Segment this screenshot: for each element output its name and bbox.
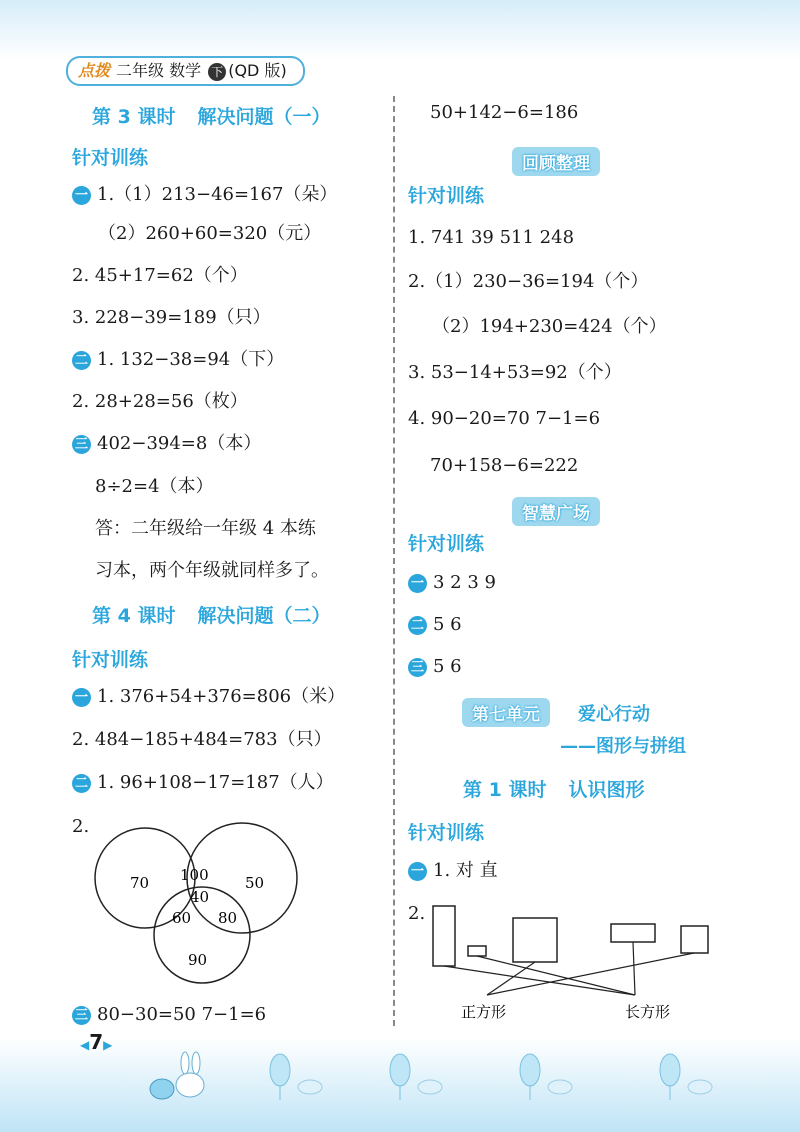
venn-only-a: 70 <box>130 874 150 892</box>
tree-icon <box>520 1054 572 1100</box>
circle-one-icon: 一 <box>72 688 91 707</box>
review-2-a: 2.（1）230−36=194（个） <box>408 271 649 292</box>
tree-icon <box>660 1054 712 1100</box>
triangle-right-icon: ▶ <box>103 1038 113 1052</box>
venn-only-c: 90 <box>188 951 208 969</box>
wisdom-3: 三 5 6 <box>408 656 462 678</box>
venn-only-b: 50 <box>245 874 265 892</box>
page-number: ◀7▶ <box>80 1030 113 1054</box>
circle-two-icon: 二 <box>408 616 427 635</box>
lesson-4-title: 第 4 课时 <box>92 605 176 627</box>
answer-l4-1-1: 一 1. 376+54+376=806（米） <box>72 686 345 708</box>
logo: 点拨 <box>78 61 111 80</box>
circle-one-icon: 一 <box>408 862 427 881</box>
venn-ab: 100 <box>180 866 209 884</box>
shape-matching-diagram <box>425 900 725 1025</box>
circle-three-icon: 三 <box>72 1006 91 1025</box>
lesson-3-heading <box>92 102 330 129</box>
wisdom-banner: 智慧广场 <box>512 497 600 526</box>
answer-l4-2-1: 二 1. 96+108−17=187（人） <box>72 772 334 794</box>
shape-answer-2: 2. <box>408 903 426 924</box>
review-4-b: 70+158−6=222 <box>430 455 579 476</box>
tree-icon <box>270 1054 322 1100</box>
tree-icon <box>390 1054 442 1100</box>
answer-text-b: 习本，两个年级就同样多了。 <box>95 560 329 581</box>
large-square <box>513 918 557 962</box>
triangle-left-icon: ◀ <box>80 1038 90 1052</box>
lesson-4-topic: 解决问题（二） <box>197 605 331 627</box>
wide-rectangle <box>611 924 655 942</box>
label-square: 正方形 <box>461 1003 507 1021</box>
circle-three-icon: 三 <box>408 658 427 677</box>
answer-l4-1-2: 2. 484−185+484=783（只） <box>72 729 332 750</box>
small-square <box>681 926 708 953</box>
answer-text-a: 答：二年级给一年级 4 本练 <box>95 518 316 539</box>
circle-three-icon: 三 <box>72 435 91 454</box>
small-rectangle <box>468 946 486 956</box>
answer-1-3: 3. 228−39=189（只） <box>72 307 271 328</box>
bunny-icon <box>150 1052 204 1099</box>
training-heading-r3: 针对训练 <box>408 822 485 844</box>
review-banner: 回顾整理 <box>512 147 600 176</box>
edition: (QD 版) <box>228 61 287 80</box>
venn-diagram <box>90 820 310 990</box>
circle-one-icon: 一 <box>72 186 91 205</box>
answer-3-1: 三 402−394=8（本） <box>72 433 261 455</box>
tall-rectangle <box>433 906 455 966</box>
training-heading: 针对训练 <box>72 147 149 169</box>
review-4-a: 4. 90−20=70 7−1=6 <box>408 408 601 429</box>
match-line <box>633 942 635 995</box>
training-heading-r1: 针对训练 <box>408 185 485 207</box>
venn-abc: 40 <box>190 888 210 906</box>
lesson-1-title: 第 1 课时 <box>463 779 547 801</box>
shape-answer-1: 一 1. 对 直 <box>408 860 498 882</box>
header-title: 二年级 数学 <box>116 61 202 80</box>
answer-1-2: 2. 45+17=62（个） <box>72 265 248 286</box>
venn-ac: 60 <box>172 909 192 927</box>
lesson-4-heading <box>92 601 330 628</box>
volume-badge: 下 <box>208 63 226 81</box>
circle-two-icon: 二 <box>72 351 91 370</box>
answer-2-1: 二 1. 132−38=94（下） <box>72 349 284 371</box>
unit-title: 爱心行动 <box>578 704 650 725</box>
top-band <box>0 0 800 60</box>
answer-1-1-1: 一 1.（1）213−46=167（朵） <box>72 184 337 206</box>
column-divider <box>393 96 395 1026</box>
answer-3-2: 8÷2=4（本） <box>95 476 214 497</box>
answer-1-1-2: （2）260+60=320（元） <box>98 223 322 244</box>
circle-one-icon: 一 <box>408 574 427 593</box>
circle-two-icon: 二 <box>72 774 91 793</box>
review-3: 3. 53−14+53=92（个） <box>408 362 622 383</box>
training-heading-2: 针对训练 <box>72 649 149 671</box>
answer-2-2: 2. 28+28=56（枚） <box>72 391 248 412</box>
review-1: 1. 741 39 511 248 <box>408 227 575 248</box>
answer-l4-2-2: 2. <box>72 816 90 837</box>
unit-banner: 第七单元 <box>462 698 550 727</box>
review-2-b: （2）194+230=424（个） <box>432 316 667 337</box>
page-header <box>66 56 305 86</box>
bottom-decoration <box>140 1045 740 1105</box>
wisdom-1: 一 3 2 3 9 <box>408 572 496 594</box>
lesson-1-topic: 认识图形 <box>568 779 645 801</box>
unit-subtitle: ——图形与拼组 <box>560 736 686 757</box>
training-heading-r2: 针对训练 <box>408 533 485 555</box>
continued-line: 50+142−6=186 <box>430 102 579 123</box>
venn-bc: 80 <box>218 909 238 927</box>
wisdom-2: 二 5 6 <box>408 614 462 636</box>
answer-l4-3: 三 80−30=50 7−1=6 <box>72 1004 266 1026</box>
lesson-1-heading <box>463 775 644 802</box>
label-rectangle: 长方形 <box>625 1003 671 1021</box>
lesson-3-title: 第 3 课时 <box>92 106 176 128</box>
lesson-3-topic: 解决问题（一） <box>197 106 331 128</box>
